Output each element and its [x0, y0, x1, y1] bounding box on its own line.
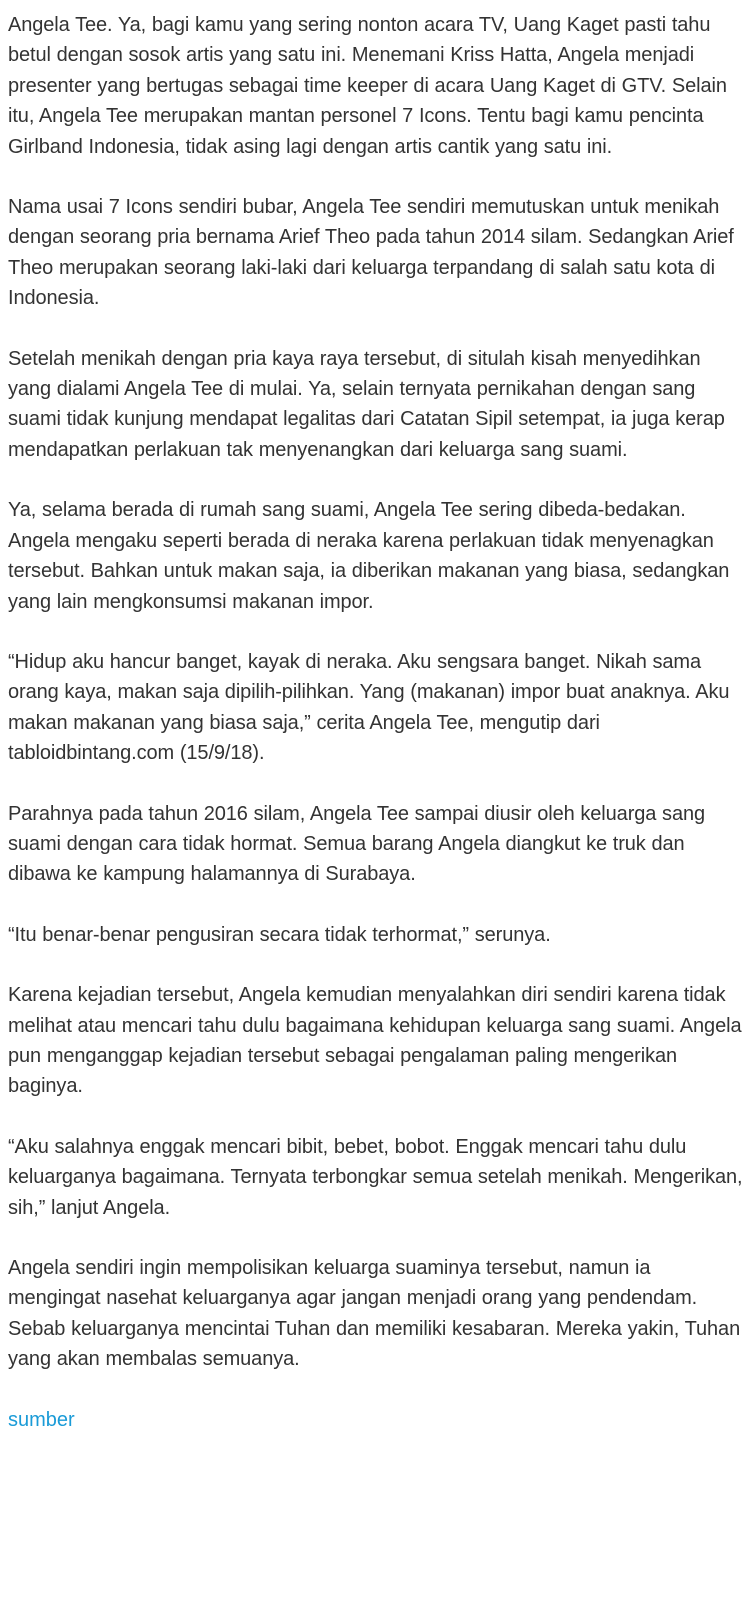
paragraph: Angela sendiri ingin mempolisikan keluarga suaminya tersebut, namun ia mengingat nasehat keluarganya agar jangan menjadi orang yang pendendam. Sebab keluarganya mencintai Tuhan dan memiliki kesabaran. Mereka yakin, Tuhan yang akan membalas semuanya. — [8, 1257, 741, 1371]
quote-paragraph: “Hidup aku hancur banget, kayak di neraka. Aku sengsara banget. Nikah sama orang kaya, makan saja dipilih-pilihkan. Yang (makanan) impor buat anaknya. Aku makan makanan yang biasa saja,” cerita Angela Tee, mengutip dari tabloidbintang.com (15/9/18). — [8, 650, 730, 765]
paragraph: Nama usai 7 Icons sendiri bubar, Angela Tee sendiri memutuskan untuk menikah dengan seorang pria bernama Arief Theo pada tahun 2014 silam. Sedangkan Arief Theo merupakan seorang laki-laki dari keluarga terpandang di salah satu kota di Indonesia. — [8, 196, 734, 310]
paragraph: Karena kejadian tersebut, Angela kemudian menyalahkan diri sendiri karena tidak melihat atau mencari tahu dulu bagaimana kehidupan keluarga sang suami. Angela pun menganggap kejadian tersebut sebagai pengalaman paling mengerikan baginya. — [8, 984, 742, 1098]
paragraph: Parahnya pada tahun 2016 silam, Angela Tee sampai diusir oleh keluarga sang suami dengan cara tidak hormat. Semua barang Angela diangkut ke truk dan dibawa ke kampung halamannya di Surabaya. — [8, 802, 706, 886]
source-link[interactable]: sumber — [8, 1408, 75, 1431]
quote-paragraph: “Itu benar-benar pengusiran secara tidak terhormat,” serunya. — [8, 923, 551, 946]
paragraph: Angela Tee. Ya, bagi kamu yang sering nonton acara TV, Uang Kaget pasti tahu betul dengan sosok artis yang satu ini. Menemani Kriss Hatta, Angela menjadi presenter yang bertugas sebagai time keeper di acara Uang Kaget di GTV. Selain itu, Angela Tee merupakan mantan personel 7 Icons. Tentu bagi kamu pencinta Girlband Indonesia, tidak asing lagi dengan artis cantik yang satu ini. — [8, 14, 727, 158]
paragraph: Ya, selama berada di rumah sang suami, Angela Tee sering dibeda-bedakan. Angela mengaku seperti berada di neraka karena perlakuan tidak menyenagkan tersebut. Bahkan untuk makan saja, ia diberikan makanan yang biasa, sedangkan yang lain mengkonsumsi makanan impor. — [8, 499, 730, 613]
quote-paragraph: “Aku salahnya enggak mencari bibit, bebet, bobot. Enggak mencari tahu dulu keluarganya bagaimana. Ternyata terbongkar semua setelah menikah. Mengerikan, sih,” lanjut Angela. — [8, 1135, 743, 1219]
paragraph: Setelah menikah dengan pria kaya raya tersebut, di situlah kisah menyedihkan yang dialami Angela Tee di mulai. Ya, selain ternyata pernikahan dengan sang suami tidak kunjung mendapat legalitas dari Catatan Sipil setempat, ia juga kerap mendapatkan perlakuan tak menyenangkan dari keluarga sang suami. — [8, 347, 725, 461]
